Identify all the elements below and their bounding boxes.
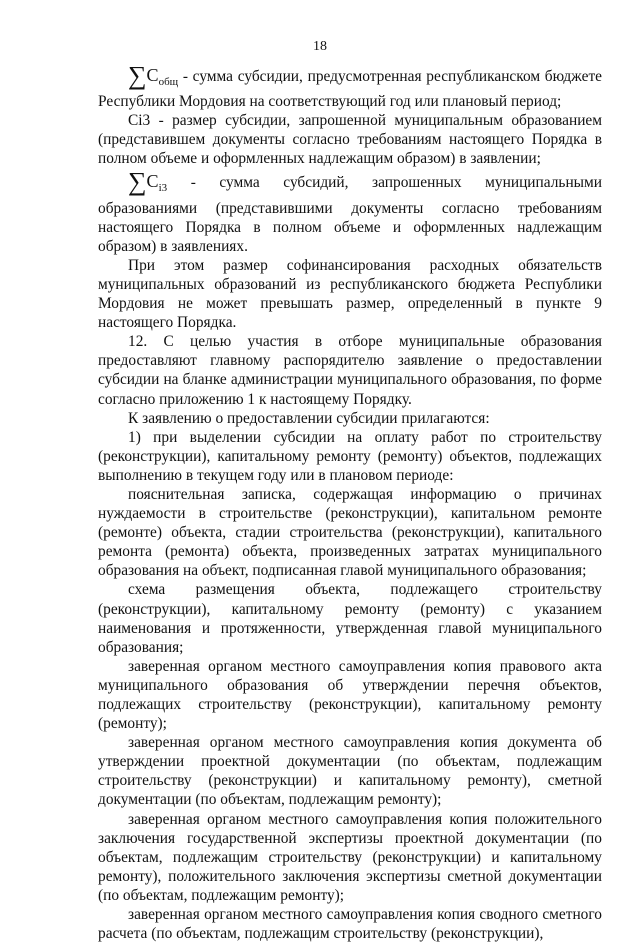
subscript-i3: i3 [158, 182, 168, 195]
paragraph-placement-scheme: схема размещения объекта, подлежащего строительству (реконструкции), капитальному ремонту (ремонту) с указанием наименования и протяженности, утвержденная главой муниципального образования; [98, 581, 602, 656]
paragraph-ci3: Сi3 - размер субсидии, запрошенной муниципальным образованием (представившем документы согласно требованиям настоящего Порядка в полном объеме и оформленных надлежащим образом) в заявлении; [98, 112, 602, 168]
paragraph-project-docs-copy: заверенная органом местного самоуправления копия документа об утверждении проектной документации (по объектам, подлежащим строительству (реконструкции) и капитальному ремонту), сметной документации (по объектам, подлежащим ремонту); [98, 734, 602, 809]
paragraph-attachments-intro: К заявлению о предоставлении субсидии прилагаются: [128, 409, 490, 427]
paragraph-sum-total [98, 61, 602, 111]
paragraph-explanatory-note: пояснительная записка, содержащая информацию о причинах нуждаемости в строительстве (реконструкции), капитальном ремонте (ремонте) объекта, стадии строительства (реконструкции), капитального ремонта (ремонта) объекта, произведенных затратах муниципального образования на объект, подписанная главой муниципального образования; [98, 485, 602, 580]
paragraph-subitem-1: 1) при выделении субсидии на оплату работ по строительству (реконструкции), капитальному ремонту (ремонту) объектов, подлежащих выполнению в текущем году или в плановом периоде: [98, 428, 602, 484]
page-number: 18 [313, 39, 327, 54]
paragraph-sum-ci [98, 167, 602, 255]
paragraph-legal-act-copy: заверенная органом местного самоуправления копия правового акта муниципального образования об утверждении перечня объектов, подлежащих строительству (реконструкции), капитальному ремонту (ремонту); [98, 657, 602, 733]
c-symbol: С [146, 171, 159, 192]
paragraph-expertise-copy: заверенная органом местного самоуправления копия положительного заключения государственной экспертизы проектной документации (по объектам, подлежащим строительству (реконструкции) и капитальному ремонту), положительного заключения экспертизы сметной документации (по объектам, подлежащим ремонту); [98, 810, 602, 904]
subscript-obshch: общ [158, 76, 179, 88]
sigma-symbol: ∑ [128, 167, 147, 197]
paragraph-estimate-copy: заверенная органом местного самоуправления копия сводного сметного расчета (по объектам, подлежащим строительству (реконструкции), [98, 906, 602, 943]
paragraph-text: - сумма субсидий, запрошенных муниципальными образованиями (представившими документы согласно требованиям настоящего Порядка в полном объеме и оформленных надлежащим образом) в заявлениях. [98, 174, 602, 255]
sigma-symbol: ∑ [128, 61, 147, 90]
c-symbol: С [146, 65, 159, 85]
sum-total-formula [128, 61, 179, 90]
document-body [98, 61, 602, 943]
sum-ci-formula [128, 167, 168, 197]
paragraph-item-12: 12. С целью участия в отборе муниципальные образования предоставляют главному распорядителю заявление о предоставлении субсидии на бланке администрации муниципального образования, по форме согласно приложению 1 к настоящему Порядку. [98, 333, 602, 408]
paragraph-text: - сумма субсидии, предусмотренная республиканском бюджете Республики Мордовия на соответствующий год или плановый период; [98, 68, 602, 111]
paragraph-cofinancing: При этом размер софинансирования расходных обязательств муниципальных образований из республиканского бюджета Республики Мордовия не может превышать размер, определенный в пункте 9 настоящего Порядка. [98, 256, 602, 332]
